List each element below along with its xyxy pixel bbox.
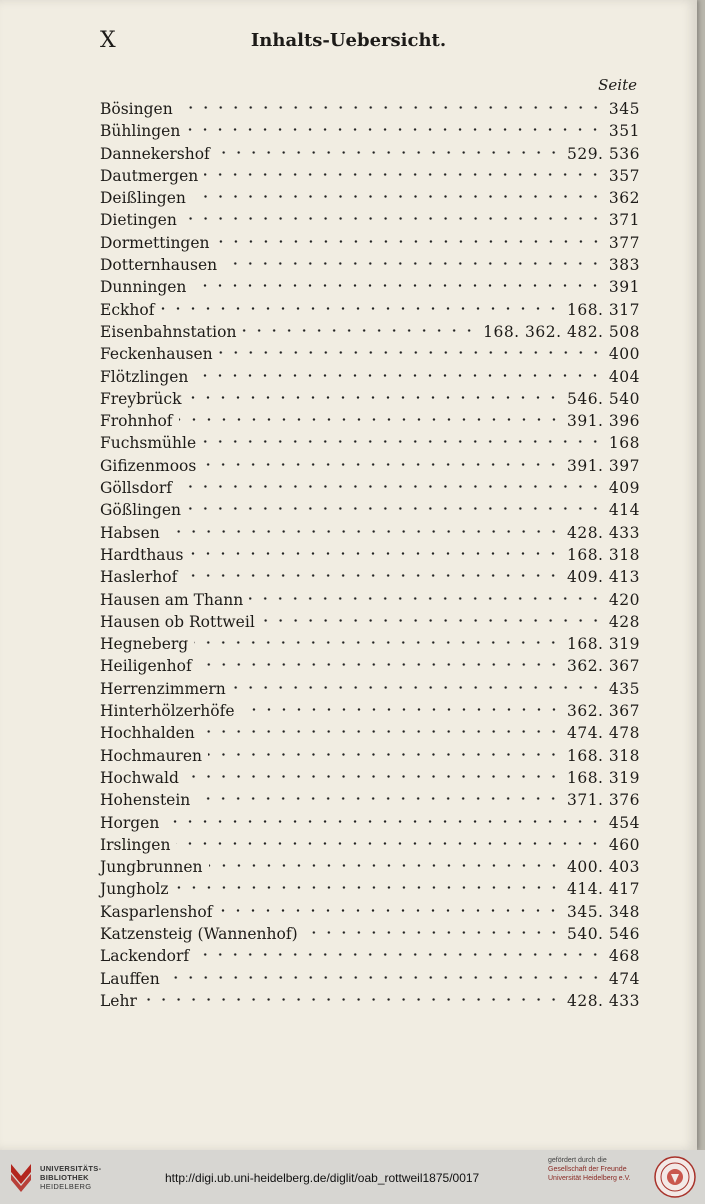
toc-entry [100, 872, 640, 899]
toc-entry-name: Lauffen [100, 969, 160, 988]
dot-leader [183, 203, 603, 225]
toc-entry [100, 538, 640, 564]
toc-entry-pages: 454 [608, 813, 640, 832]
toc-entry-name: Lehr [100, 991, 137, 1010]
toc-entry-name: Freybrück [100, 389, 182, 408]
toc-entry-name: Hohenstein [100, 791, 191, 810]
toc-entry-pages: 377 [608, 233, 640, 252]
toc-entry [100, 315, 640, 341]
toc-entry [100, 828, 640, 854]
toc-entry-name: Dotternhausen [100, 256, 218, 275]
toc-entry-pages: 362 [608, 189, 640, 208]
toc-entry-name: Lackendorf [100, 947, 190, 966]
dot-leader [183, 560, 561, 582]
toc-entry-name: Haslerhof [100, 568, 178, 587]
dot-leader [209, 850, 561, 872]
toc-entry [100, 293, 640, 319]
toc-entry-name: Heiligenhof [100, 657, 192, 676]
toc-entry-name: Jungbrunnen [100, 858, 203, 877]
toc-entry-name: Gößlingen [100, 501, 182, 520]
toc-entry-pages: 357 [608, 166, 640, 185]
dot-leader [192, 270, 603, 292]
toc-entry-name: Gifizenmoos [100, 456, 197, 475]
toc-entry-pages: 409. 413 [566, 568, 640, 587]
toc-entry-pages: 391 [608, 278, 640, 297]
dot-leader [179, 404, 561, 426]
sponsor-line-2: Universität Heidelberg e.V. [548, 1175, 631, 1182]
toc-entry-name: Dunningen [100, 278, 187, 297]
toc-entry-pages: 351 [608, 122, 640, 141]
toc-entry [100, 92, 640, 118]
dot-leader [187, 382, 560, 404]
digitization-footer [0, 1150, 705, 1204]
toc-entry-name: Fuchsmühle [100, 434, 197, 453]
toc-entry-name: Hochwald [100, 768, 179, 787]
toc-entry-name: Hochmauren [100, 746, 202, 765]
toc-entry-pages: 420 [608, 590, 640, 609]
dot-leader [185, 761, 561, 783]
toc-entry-pages: 414 [608, 501, 640, 520]
toc-entry [100, 404, 640, 431]
toc-entry-pages: 168. 318 [566, 545, 640, 564]
page-numeral: X [100, 28, 117, 53]
toc-entry-pages: 474 [608, 969, 640, 988]
dot-leader [165, 806, 603, 828]
toc-entry-name: Hegneberg [100, 635, 189, 654]
toc-entry-name: Jungholz [100, 880, 169, 899]
library-name [40, 1164, 101, 1191]
dot-leader [195, 939, 603, 961]
toc-entry-pages: 404 [608, 367, 640, 386]
dot-leader [232, 672, 603, 694]
dot-leader [179, 92, 603, 114]
toc-entry [100, 984, 640, 1010]
toc-entry-pages: 168. 319 [566, 635, 640, 654]
toc-entry-name: Frohnhof [100, 412, 173, 431]
dot-leader [192, 181, 603, 203]
dot-leader [241, 694, 561, 716]
toc-entry-name: Dormettingen [100, 233, 210, 252]
toc-entry [100, 493, 640, 520]
library-line-1: UNIVERSITÄTS- [40, 1164, 102, 1173]
dot-leader [242, 315, 477, 337]
table-of-contents [100, 92, 640, 1010]
dot-leader [166, 962, 603, 984]
toc-entry-pages: 345. 348 [566, 902, 640, 921]
toc-entry-name: Hardthaus [100, 545, 184, 564]
toc-entry-pages: 168. 317 [566, 300, 640, 319]
dot-leader [201, 716, 561, 738]
toc-entry-pages: 546. 540 [566, 389, 640, 408]
dot-leader [187, 493, 603, 515]
toc-entry-name: Deißlingen [100, 189, 186, 208]
toc-entry [100, 806, 640, 832]
dot-leader [196, 783, 561, 805]
dot-leader [218, 895, 561, 917]
library-line-3: HEIDELBERG [40, 1182, 92, 1191]
toc-entry-name: Dautmergen [100, 166, 199, 185]
toc-entry-pages: 435 [608, 679, 640, 698]
toc-entry-pages: 460 [608, 835, 640, 854]
library-line-2: BIBLIOTHEK [40, 1173, 89, 1182]
permalink-url[interactable]: http://digi.ub.uni-heidelberg.de/diglit/oab_rottweil1875/0017 [165, 1171, 480, 1185]
toc-entry-pages: 362. 367 [566, 657, 640, 676]
dot-leader [194, 360, 602, 382]
toc-entry-name: Bühlingen [100, 122, 181, 141]
toc-entry-pages: 414. 417 [566, 880, 640, 899]
dot-leader [178, 471, 603, 493]
toc-entry-name: Katzensteig (Wannenhof) [100, 924, 298, 943]
toc-entry-name: Eckhof [100, 300, 155, 319]
dot-leader [194, 627, 561, 649]
toc-entry [100, 850, 640, 877]
toc-entry-name: Horgen [100, 813, 160, 832]
toc-entry-pages: 409 [608, 479, 640, 498]
toc-entry-pages: 540. 546 [566, 924, 640, 943]
toc-entry-name: Irslingen [100, 835, 171, 854]
toc-entry [100, 114, 640, 141]
toc-entry-pages: 371 [608, 211, 640, 230]
dot-leader [219, 337, 603, 359]
toc-entry-pages: 474. 478 [566, 724, 640, 743]
dot-leader [249, 583, 603, 605]
sponsor-text [548, 1156, 631, 1183]
toc-entry-pages: 391. 396 [566, 412, 640, 431]
toc-entry [100, 895, 640, 921]
toc-entry-name: Hausen am Thann [100, 590, 244, 609]
sponsor-lead: gefördert durch die [548, 1157, 607, 1164]
dot-leader [304, 917, 561, 939]
university-seal-icon [654, 1156, 696, 1198]
dot-leader [208, 739, 561, 761]
toc-entry-pages: 400 [608, 345, 640, 364]
column-label-seite: Seite [598, 76, 637, 94]
toc-entry [100, 471, 640, 498]
university-library-logo-icon [9, 1162, 33, 1192]
toc-entry-pages: 391. 397 [566, 456, 640, 475]
dot-leader [143, 984, 561, 1006]
toc-entry-pages: 428 [608, 612, 640, 631]
dot-leader [223, 248, 603, 270]
toc-entry-name: Habsen [100, 523, 160, 542]
toc-entry-name: Dietingen [100, 211, 177, 230]
toc-entry-name: Göllsdorf [100, 479, 172, 498]
toc-entry-pages: 428. 433 [566, 991, 640, 1010]
dot-leader [216, 137, 561, 159]
dot-leader [202, 449, 561, 471]
toc-entry [100, 426, 640, 453]
toc-entry-pages: 468 [608, 947, 640, 966]
toc-entry-name: Hinterhölzerhöfe [100, 702, 235, 721]
toc-entry-pages: 168. 318 [566, 746, 640, 765]
dot-leader [198, 649, 561, 671]
dot-leader [160, 293, 561, 315]
toc-entry-name: Kasparlenshof [100, 902, 213, 921]
dot-leader [204, 159, 603, 181]
toc-entry [100, 516, 640, 542]
toc-entry-name: Bösingen [100, 100, 173, 118]
toc-entry-pages: 168 [608, 434, 640, 453]
dot-leader [261, 605, 603, 627]
toc-entry [100, 962, 640, 988]
dot-leader [186, 114, 603, 136]
toc-entry-name: Hochhalden [100, 724, 195, 743]
toc-entry-pages: 362. 367 [566, 702, 640, 721]
dot-leader [189, 538, 560, 560]
sponsor-line-1: Gesellschaft der Freunde [548, 1166, 627, 1173]
dot-leader [176, 828, 602, 850]
dot-leader [166, 516, 561, 538]
toc-entry-name: Flötzlingen [100, 367, 189, 386]
toc-entry-pages: 383 [608, 256, 640, 275]
dot-leader [175, 872, 561, 894]
toc-entry-pages: 529. 536 [566, 144, 640, 163]
toc-entry-name: Hausen ob Rottweil [100, 612, 255, 631]
toc-entry-pages: 371. 376 [566, 791, 640, 810]
toc-entry-pages: 345 [608, 100, 640, 118]
toc-entry-pages: 428. 433 [566, 523, 640, 542]
toc-entry-name: Dannekershof [100, 144, 210, 163]
toc-entry-name: Herrenzimmern [100, 679, 226, 698]
toc-entry-name: Eisenbahnstation [100, 322, 237, 341]
page-title: Inhalts-Uebersicht. [250, 30, 447, 51]
dot-leader [202, 426, 603, 448]
toc-entry-pages: 168. 362. 482. 508 [483, 322, 640, 341]
dot-leader [216, 226, 603, 248]
toc-entry-pages: 168. 319 [566, 768, 640, 787]
toc-entry-name: Feckenhausen [100, 345, 213, 364]
toc-entry-pages: 400. 403 [566, 858, 640, 877]
